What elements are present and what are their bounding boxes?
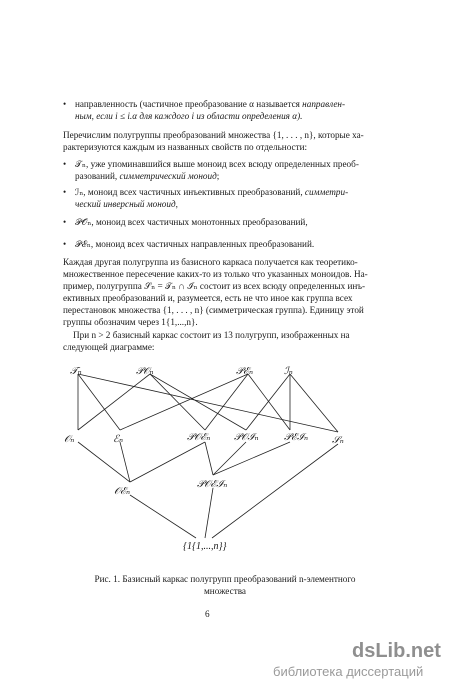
para2-line: перестановок множества {1, . . . , n} (симметрическая группа). Единицу этой — [63, 305, 364, 315]
node-O: 𝒪ₙ — [64, 434, 75, 445]
para2-line: ективных преобразований и, разумеется, есть не что иное как группа всех — [63, 293, 353, 303]
text-span: ℐₙ, моноид всех частичных инъективных преобразований, — [75, 187, 305, 197]
node-I: ℐₙ — [284, 366, 293, 377]
watermark-site: dsLib.net — [352, 640, 441, 662]
node-PE: 𝒫ℰₙ — [236, 366, 253, 377]
watermark-subtitle: библиотека диссертаций — [273, 664, 424, 679]
node-OE: 𝒪ℰₙ — [114, 486, 131, 497]
bullet-dot: • — [63, 159, 67, 169]
bullet-dot: • — [63, 239, 67, 249]
item-4-line: 𝒫ℰₙ, моноид всех частичных направленных преобразований. — [75, 239, 315, 249]
node-PEI: 𝒫ℰℐₙ — [284, 432, 308, 443]
para2-line: множественное пересечение каких-то из только что указанных моноидов. На- — [63, 269, 368, 279]
node-PO: 𝒫𝒪ₙ — [136, 366, 154, 377]
diagram-edges — [78, 374, 338, 538]
edge-E-OE — [120, 442, 130, 482]
para2-line: пример, полугруппа 𝒮ₙ = 𝒯ₙ ∩ ℐₙ состоит из всех всюду определенных инъ- — [63, 281, 366, 291]
edge-S-U — [212, 444, 338, 538]
para2-line: группы обозначим через 1{1,...,n}. — [63, 317, 198, 327]
node-POEI: 𝒫𝒪ℰℐₙ — [197, 479, 228, 490]
bullet-dot: • — [63, 217, 67, 227]
bullet-dot: • — [63, 187, 67, 197]
diagram-nodes — [64, 366, 344, 552]
node-U: {1{1,...,n}} — [183, 541, 227, 552]
edge-POEI-U — [205, 488, 213, 538]
text-span: разований, — [75, 171, 120, 181]
intro-line-1: Перечислим полугруппы преобразований множества {1, . . . , n}, которые ха- — [63, 130, 364, 140]
para3-line: следующей диаграмме: — [63, 342, 155, 352]
item-1-line-1: 𝒯ₙ, уже упоминавшийся выше моноид всех всюду определенных преоб- — [75, 159, 359, 169]
intro-line-2: рактеризуются каждым из названных свойств по отдельности: — [63, 142, 308, 152]
edge-PEI-POEI — [213, 442, 290, 475]
node-POE: 𝒫𝒪ℰₙ — [187, 432, 211, 443]
figure-caption-line-2: множества — [203, 586, 247, 596]
para3-line: При n > 2 базисный каркас состоит из 13 полугрупп, изображенных на — [73, 330, 350, 340]
edge-OE-U — [130, 495, 196, 538]
text-span: ; — [216, 171, 220, 181]
text-span: направленность (частичное преобразование α называется — [75, 99, 303, 109]
bullet-line-2: ным, если i ≤ i.α для каждого i из области определения α). — [75, 111, 303, 121]
text-span: , — [175, 199, 178, 209]
node-S: 𝒮ₙ — [332, 435, 344, 446]
edge-POE-OE — [130, 442, 205, 482]
figure-caption-line-1: Рис. 1. Базисный каркас полугрупп преобразований n-элементного — [94, 574, 356, 584]
edge-PO-POE — [150, 374, 205, 430]
node-POI: 𝒫𝒪ℐₙ — [234, 432, 259, 443]
item-3-line: 𝒫𝒪ₙ, моноид всех частичных монотонных преобразований, — [75, 217, 308, 227]
text-span-italic: симметрический моноид — [119, 171, 217, 181]
node-T: 𝒯ₙ — [70, 366, 82, 377]
text-span-italic: ческий инверсный моноид — [75, 199, 176, 209]
bullet-dot: • — [63, 99, 67, 109]
para2-line: Каждая другая полугруппа из базисного каркаса получается как теоретико- — [63, 257, 358, 267]
edge-O-OE — [78, 442, 130, 482]
edge-POI-POEI — [213, 442, 246, 475]
text-span-italic: симметри- — [304, 187, 349, 197]
edge-PE-POE — [205, 374, 248, 430]
edge-POE-POEI — [205, 442, 213, 475]
edge-T-S — [78, 374, 338, 432]
text-span-italic: направлен- — [302, 99, 346, 109]
edge-PO-POI — [150, 374, 246, 430]
page-number: 6 — [205, 609, 210, 619]
node-E: ℰₙ — [113, 434, 124, 445]
